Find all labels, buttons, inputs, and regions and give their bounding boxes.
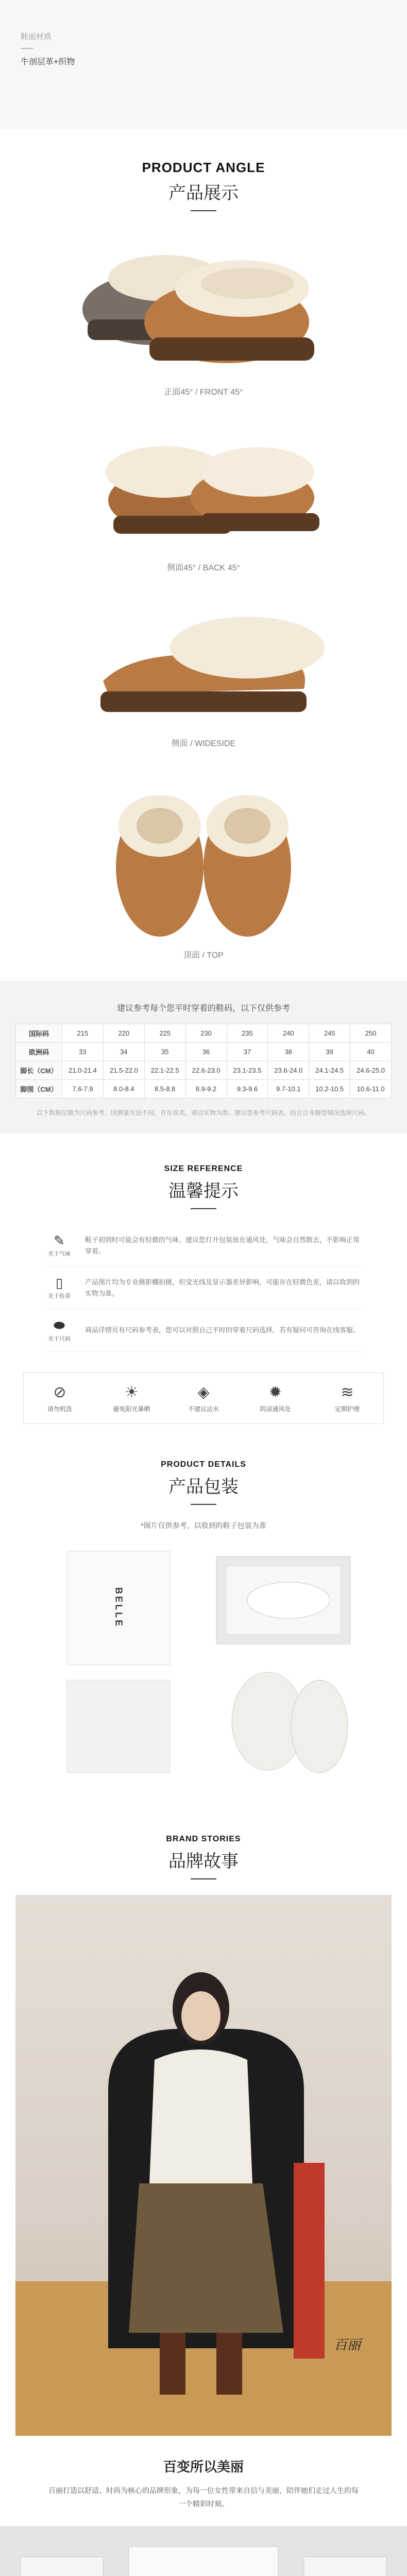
signature: 百丽 — [333, 2337, 361, 2353]
material-label: 鞋面材质 — [21, 32, 52, 41]
size-note: 以下数据仅做为尺码参考。因测量方法不同，存在误差，请以实物为准。建议您参考尺码表，结合自身脚型情况选择尺码。 — [36, 1109, 370, 1116]
size-table — [15, 1024, 392, 1098]
divider — [191, 1208, 216, 1209]
size-cell: 230 — [185, 1024, 227, 1043]
divider — [21, 48, 33, 49]
size-cell: 40 — [350, 1043, 392, 1061]
section-title-zh: 品牌故事 — [168, 1852, 239, 1871]
product-view-back — [0, 423, 407, 557]
tip-icon-box — [44, 1275, 75, 1300]
view-caption: 侧面 / WIDESIDE — [171, 739, 236, 748]
no-wash-icon: ⊘ — [53, 1384, 66, 1401]
size-cell: 24.1-24.5 — [309, 1061, 350, 1080]
shoe-side-image — [0, 599, 407, 733]
shoe-pair-image — [0, 232, 407, 381]
store-interior-image — [0, 2526, 407, 2576]
size-row-header: 国际码 — [16, 1024, 62, 1043]
shoe-top-image — [0, 774, 407, 944]
brand-story-text — [0, 2456, 407, 2511]
size-row — [16, 1043, 392, 1061]
package-note: *图片仅供参考，以收到的鞋子包装为准 — [141, 1521, 266, 1530]
care-caption: 避免阳光暴晒 — [113, 1405, 150, 1413]
size-cell: 34 — [103, 1043, 144, 1061]
model-photo — [15, 1895, 392, 2436]
care-item — [101, 1383, 163, 1413]
product-details-header — [0, 1424, 407, 1505]
tip-item — [44, 1267, 363, 1309]
size-cell: 36 — [185, 1043, 227, 1061]
size-cell: 250 — [350, 1024, 392, 1043]
size-cell: 235 — [227, 1024, 268, 1043]
size-cell: 24.6-25.0 — [350, 1061, 392, 1080]
size-cell: 38 — [268, 1043, 309, 1061]
tips-list — [44, 1225, 363, 1352]
size-row-header: 欧洲码 — [16, 1043, 62, 1061]
care-caption: 请勿机洗 — [47, 1405, 72, 1413]
section-title-zh: 温馨提示 — [168, 1181, 239, 1201]
size-cell: 220 — [103, 1024, 144, 1043]
product-view-front — [0, 232, 407, 381]
divider — [191, 1504, 216, 1505]
size-cell: 7.6-7.9 — [62, 1080, 104, 1098]
brand-story-photo — [15, 1895, 392, 2436]
tip-text: 产品图片均为专业摄影棚拍摄，但受光线及显示器差异影响，可能存在轻微色差，请以收到的实物为准。 — [85, 1278, 360, 1297]
no-water-icon: ◈ — [197, 1384, 210, 1401]
section-title-en: PRODUCT DETAILS — [161, 1460, 246, 1469]
size-cell: 8.9-9.2 — [185, 1080, 227, 1098]
tip-caption: 关于气味 — [48, 1251, 71, 1257]
care-item — [316, 1383, 378, 1413]
size-cell: 225 — [144, 1024, 185, 1043]
box-brand-label: BELLE — [113, 1587, 124, 1629]
size-cell: 22.6-23.0 — [185, 1061, 227, 1080]
phone-icon: ▯ — [55, 1275, 63, 1291]
section-title-en: PRODUCT ANGLE — [142, 160, 265, 175]
shoe-icon: ⬬ — [53, 1317, 65, 1333]
size-cell: 22.1-22.5 — [144, 1061, 185, 1080]
size-table-intro: 建议参考每个您平时穿着的鞋码，以下仅供参考 — [116, 1004, 290, 1013]
size-cell: 215 — [62, 1024, 104, 1043]
care-icon: ≋ — [341, 1384, 354, 1401]
tip-icon-box — [44, 1317, 75, 1343]
product-view-top — [0, 774, 407, 944]
size-row-header: 脚围（CM） — [16, 1080, 62, 1098]
pen-icon: ✎ — [54, 1233, 65, 1248]
product-angle-header — [0, 129, 407, 211]
size-row — [16, 1024, 392, 1043]
brand-heading: 百变所以美丽 — [163, 2459, 244, 2475]
divider — [191, 210, 216, 211]
divider — [191, 1878, 216, 1879]
size-cell: 21.0-21.4 — [62, 1061, 104, 1080]
size-cell: 10.2-10.5 — [309, 1080, 350, 1098]
size-cell: 10.6-11.0 — [350, 1080, 392, 1098]
dry-icon: ✹ — [268, 1384, 282, 1401]
size-cell: 8.0-8.4 — [103, 1080, 144, 1098]
care-caption: 不建议沾水 — [188, 1405, 219, 1413]
care-caption: 阴凉通风处 — [260, 1405, 291, 1413]
care-item — [173, 1383, 234, 1413]
size-cell: 37 — [227, 1043, 268, 1061]
brand-stories-header — [0, 1819, 407, 1879]
material-value: 牛剖层革+织物 — [21, 58, 75, 66]
section-title-zh: 产品展示 — [168, 183, 239, 203]
care-icons-row — [23, 1372, 384, 1424]
size-cell: 8.5-8.8 — [144, 1080, 185, 1098]
product-view-side — [0, 599, 407, 733]
tip-text: 鞋子初到时可能会有轻微的气味，建议您打开包装放在通风处，气味会自然散去，不影响正常穿着。 — [85, 1235, 360, 1255]
tip-caption: 关于色差 — [48, 1293, 71, 1299]
size-cell: 23.1-23.5 — [227, 1061, 268, 1080]
view-caption: 正面45° / FRONT 45° — [164, 388, 243, 397]
size-cell: 9.7-10.1 — [268, 1080, 309, 1098]
size-cell: 9.3-9.6 — [227, 1080, 268, 1098]
tip-icon-box — [44, 1233, 75, 1258]
size-reference-header — [0, 1133, 407, 1209]
tip-text: 商品详情页有尺码参考表，您可以对照自己平时的穿着尺码选择，若有疑问可咨询在线客服。 — [85, 1326, 360, 1334]
shoe-pair-back-image — [0, 423, 407, 557]
size-cell: 245 — [309, 1024, 350, 1043]
size-cell: 35 — [144, 1043, 185, 1061]
store-photo — [0, 2526, 407, 2576]
package-illustration — [0, 1531, 407, 1819]
shoe-box — [67, 1551, 170, 1665]
tip-caption: 关于尺码 — [48, 1336, 71, 1342]
size-table-section — [0, 981, 407, 1133]
brand-paragraph: 百丽打造以舒适、时尚为核心的品牌形象，为每一位女性带来自信与美丽，陪伴她们走过人生的每一个精彩时刻。 — [48, 2486, 359, 2508]
size-cell: 23.6-24.0 — [268, 1061, 309, 1080]
care-caption: 定期护理 — [334, 1405, 360, 1413]
view-caption: 侧面45° / BACK 45° — [167, 564, 240, 572]
size-cell: 39 — [309, 1043, 350, 1061]
care-item — [245, 1383, 307, 1413]
size-row — [16, 1080, 392, 1098]
size-cell: 33 — [62, 1043, 104, 1061]
tip-item — [44, 1225, 363, 1267]
package-images — [0, 1531, 407, 1819]
size-cell: 21.5-22.0 — [103, 1061, 144, 1080]
care-item — [29, 1383, 91, 1413]
section-title-en: BRAND STORIES — [166, 1835, 241, 1843]
size-row — [16, 1061, 392, 1080]
tip-item — [44, 1309, 363, 1352]
view-caption: 顶面 / TOP — [183, 951, 224, 960]
size-row-header: 脚长（CM） — [16, 1061, 62, 1080]
section-title-zh: 产品包装 — [168, 1477, 239, 1497]
section-title-en: SIZE REFERENCE — [164, 1164, 243, 1173]
no-sun-icon: ☀ — [125, 1384, 139, 1401]
material-block — [0, 0, 407, 129]
size-cell: 240 — [268, 1024, 309, 1043]
